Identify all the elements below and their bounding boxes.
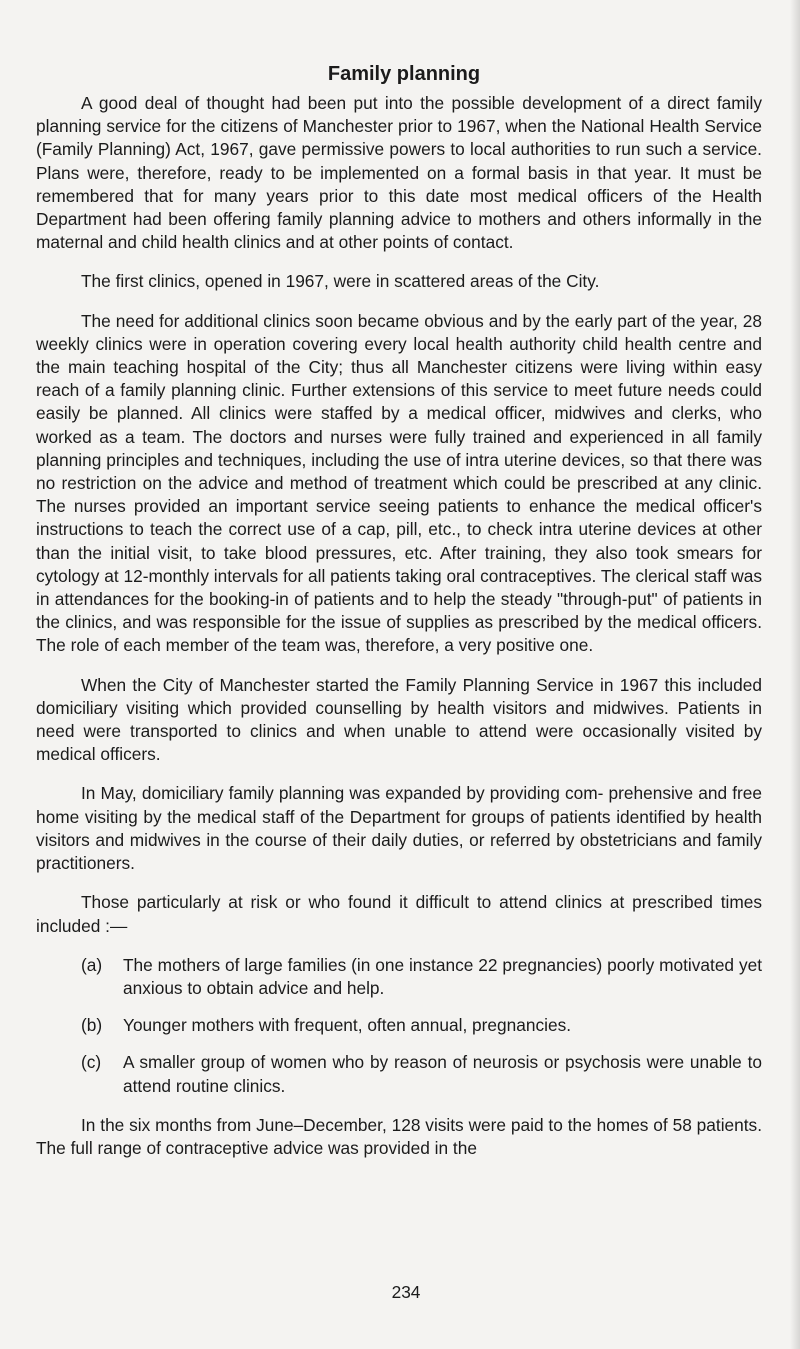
page-title: Family planning — [327, 63, 481, 85]
at-risk-list — [36, 954, 762, 1098]
paragraph-additional-clinics: The need for additional clinics soon became obvious and by the early part of the year, 28 weekly clinics were in operation covering every local health authority child health centre and the main teaching hospital of the City; thus all Manchester citizens were living within easy reach of a family planning clinic. Further extensions of this service to meet future needs could easily be planned. All clinics were staffed by a medical officer, midwives and clerks, who worked as a team. The doctors and nurses were fully trained and experienced in all family planning principles and techniques, including the use of intra uterine devices, so that there was no restriction on the advice and method of treatment which could be prescribed at any clinic. The nurses provided an important service seeing patients to enhance the medical officer's instructions to teach the correct use of a cap, pill, etc., to check intra uterine devices at other than the initial visit, to take blood pressures, etc. After training, they also took smears for cytology at 12-monthly intervals for all patients taking oral contraceptives. The clerical staff was in attendances for the booking-in of patients and to help the steady "through-put" of patients in the clinics, and was responsible for the issue of supplies as prescribed by the medical officers. The role of each member of the team was, therefore, a very positive one. — [36, 310, 762, 656]
list-item — [36, 1014, 762, 1037]
list-item — [36, 954, 762, 1000]
list-item-text: Younger mothers with frequent, often annual, pregnancies. — [123, 1015, 572, 1036]
paragraph-at-risk: Those particularly at risk or who found it difficult to attend clinics at prescribed times included :— — [36, 892, 762, 936]
list-item-text: A smaller group of women who by reason of neurosis or psychosis were unable to attend routine clinics. — [123, 1052, 762, 1096]
list-marker: (b) — [81, 1015, 103, 1036]
list-marker: (a) — [81, 954, 103, 975]
paragraph-expansion: In May, domiciliary family planning was expanded by providing com- prehensive and free home visiting by the medical staff of the Department for groups of patients identified by health visitors and midwives in the course of their daily duties, or referred by obstetricians and family practitioners. — [36, 783, 762, 874]
paragraph-domiciliary-visiting: When the City of Manchester started the Family Planning Service in 1967 this included domiciliary visiting which provided counselling by health visitors and midwives. Patients in need were transported to clinics and when unable to attend were occasionally visited by medical officers. — [36, 674, 762, 765]
paragraph-first-clinics: The first clinics, opened in 1967, were in scattered areas of the City. — [81, 271, 600, 292]
paragraph-home-visits: In the six months from June–December, 128 visits were paid to the homes of 58 patients. The full range of contraceptive advice was provided in the — [36, 1114, 762, 1158]
list-item — [36, 1051, 762, 1097]
page-number: 234 — [391, 1282, 421, 1302]
paragraph-intro: A good deal of thought had been put into the possible development of a direct family planning service for the citizens of Manchester prior to 1967, when the National Health Service (Family Planning) Act, 1967, gave permissive powers to local authorities to run such a service. Plans were, therefore, ready to be implemented on a formal basis in that year. It must be remembered that for many years prior to this date most medical officers of the Health Department had been offering family planning advice to mothers and others informally in the maternal and child health clinics and at other points of contact. — [36, 93, 762, 253]
list-item-text: The mothers of large families (in one instance 22 pregnancies) poorly motivated yet anxious to obtain advice and help. — [123, 954, 762, 998]
list-marker: (c) — [81, 1052, 102, 1073]
page-edge-shadow — [790, 0, 800, 1349]
